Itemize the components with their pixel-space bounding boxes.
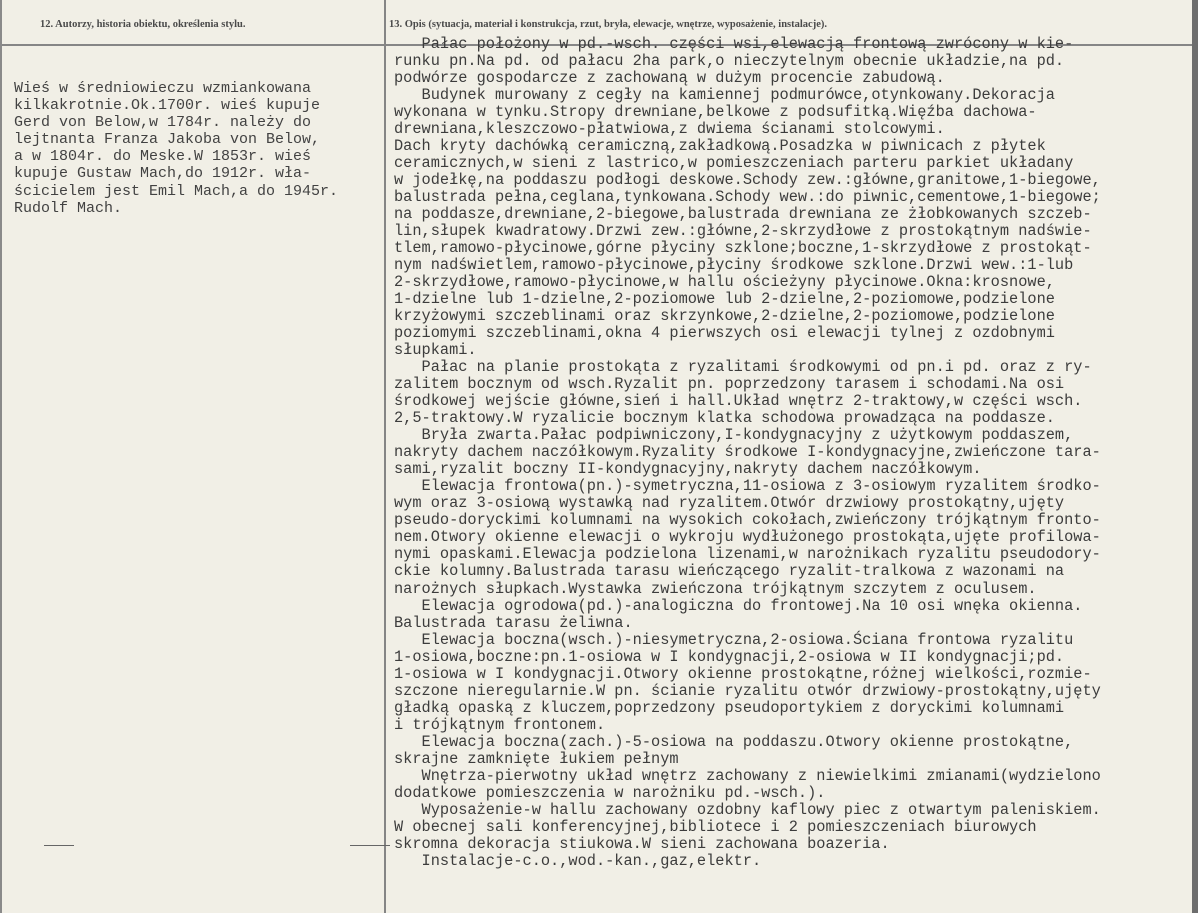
footer-rule-left (44, 845, 74, 846)
sheet-left-edge (0, 0, 2, 913)
section-13-heading: 13. Opis (sytuacja, materiał i konstrukcja, rzut, bryła, elewacje, wnętrze, wyposażenie, instalacje). (389, 19, 828, 30)
footer-rule-right (350, 845, 390, 846)
section-12-heading: 12. Autorzy, historia obiektu, określenia stylu. (40, 19, 246, 30)
sheet-right-edge (1192, 0, 1198, 913)
header-rule-left (2, 44, 384, 46)
column-divider (384, 0, 386, 913)
section-13-text: Pałac położony w pd.-wsch. części wsi,elewacją frontową zwrócony w kie- runku pn.Na pd. od pałacu 2ha park,o nieczytelnym obecnie układzie,na pd. podwórze gospodarcze z zachowaną w dużym procencie zabudową. Budynek murowany z cegły na kamiennej podmurówce,otynkowany.Dekoracja wykonana w tynku.Stropy drewniane,belkowe z podsufitką.Więźba dachowa- drewniana,kleszczowo-płatwiowa,z dwiema ścianami stolcowymi. Dach kryty dachówką ceramiczną,zakładkową.Posadzka w piwnicach z płytek ceramicznych,w sieni z lastrico,w pomieszczeniach parteru parkiet układany w jodełkę,na poddaszu podłogi deskowe.Schody zew.:główne,granitowe,1-biegowe, balustrada pełna,ceglana,tynkowana.Schody wew.:do piwnic,cementowe,1-biegowe; na poddasze,drewniane,2-biegowe,balustrada drewniana ze żłobkowanych szczeb- lin,słupek kwadratowy.Drzwi zew.:główne,2-skrzydłowe z prostokątnym nadświe- tlem,ramowo-płycinowe,górne płyciny szklone;boczne,1-skrzydłowe z prostokąt- nym nadświetlem,ramowo-płycinowe,płyciny środkowe szklone.Drzwi wew.:1-lub 2-skrzydłowe,ramowo-płycinowe,w hallu ościeżyny płycinowe.Okna:krosnowe, 1-dzielne lub 1-dzielne,2-poziomowe lub 2-dzielne,2-poziomowe,podzielone krzyżowymi szczeblinami oraz skrzynkowe,2-dzielne,2-poziomowe,podzielone poziomymi szczeblinami,okna 4 pierwszych osi elewacji tylnej z ozdobnymi słupkami. Pałac na planie prostokąta z ryzalitami środkowymi od pn.i pd. oraz z ry- zalitem bocznym od wsch.Ryzalit pn. poprzedzony tarasem i schodami.Na osi środkowej wejście główne,sień i hall.Układ wnętrz 2-traktowy,w części wsch. 2,5-traktowy.W ryzalicie bocznym klatka schodowa prowadząca na poddasze. Bryła zwarta.Pałac podpiwniczony,I-kondygnacyjny z użytkowym poddaszem, nakryty dachem naczółkowym.Ryzality środkowe I-kondygnacyjne,zwieńczone tara- sami,ryzalit boczny II-kondygnacyjny,nakryty dachem naczółkowym. Elewacja frontowa(pn.)-symetryczna,11-osiowa z 3-osiowym ryzalitem środko- wym oraz 3-osiową wystawką nad ryzalitem.Otwór drzwiowy prostokątny,ujęty pseudo-doryckimi kolumnami na wysokich cokołach,zwieńczony trójkątnym fronto- nem.Otwory okienne elewacji o wykroju wydłużonego prostokąta,ujęte profilowa- nymi opaskami.Elewacja podzielona lizenami,w narożnikach ryzalitu pseudodory- ckie kolumny.Balustrada tarasu wieńczącego ryzalit-tralkowa z wazonami na narożnych słupkach.Wystawka zwieńczona trójkątnym szczytem z oculusem. Elewacja ogrodowa(pd.)-analogiczna do frontowej.Na 10 osi wnęka okienna. Balustrada tarasu żeliwna. Elewacja boczna(wsch.)-niesymetryczna,2-osiowa.Ściana frontowa ryzalitu 1-osiowa,boczne:pn.1-osiowa w I kondygnacji,2-osiowa w II kondygnacji;pd. 1-osiowa w I kondygnacji.Otwory okienne prostokątne,różnej wielkości,rozmie- szczone nieregularnie.W pn. ścianie ryzalitu otwór drzwiowy-prostokątny,ujęty gładką opaską z kluczem,poprzedzony pseudoportykiem z doryckimi kolumnami i trójkątnym frontonem. Elewacja boczna(zach.)-5-osiowa na poddaszu.Otwory okienne prostokątne, skrajne zamknięte łukiem pełnym Wnętrza-pierwotny układ wnętrz zachowany z niewielkimi zmianami(wydzielono dodatkowe pomieszczenia w narożniku pd.-wsch.). Wyposażenie-w hallu zachowany ozdobny kaflowy piec z otwartym paleniskiem. W obecnej sali konferencyjnej,bibliotece i 2 pomieszczeniach biurowych skromna dekoracja stiukowa.W sieni zachowana boazeria. Instalacje-c.o.,wod.-kan.,gaz,elektr. (394, 35, 1101, 870)
section-12-text: Wieś w średniowieczu wzmiankowana kilkakrotnie.Ok.1700r. wieś kupuje Gerd von Below,w 1784r. należy do lejtnanta Franza Jakoba von Below, a w 1804r. do Meske.W 1853r. wieś kupuje Gustaw Mach,do 1912r. wła- ścicielem jest Emil Mach,a do 1945r. Rudolf Mach. (14, 80, 339, 217)
